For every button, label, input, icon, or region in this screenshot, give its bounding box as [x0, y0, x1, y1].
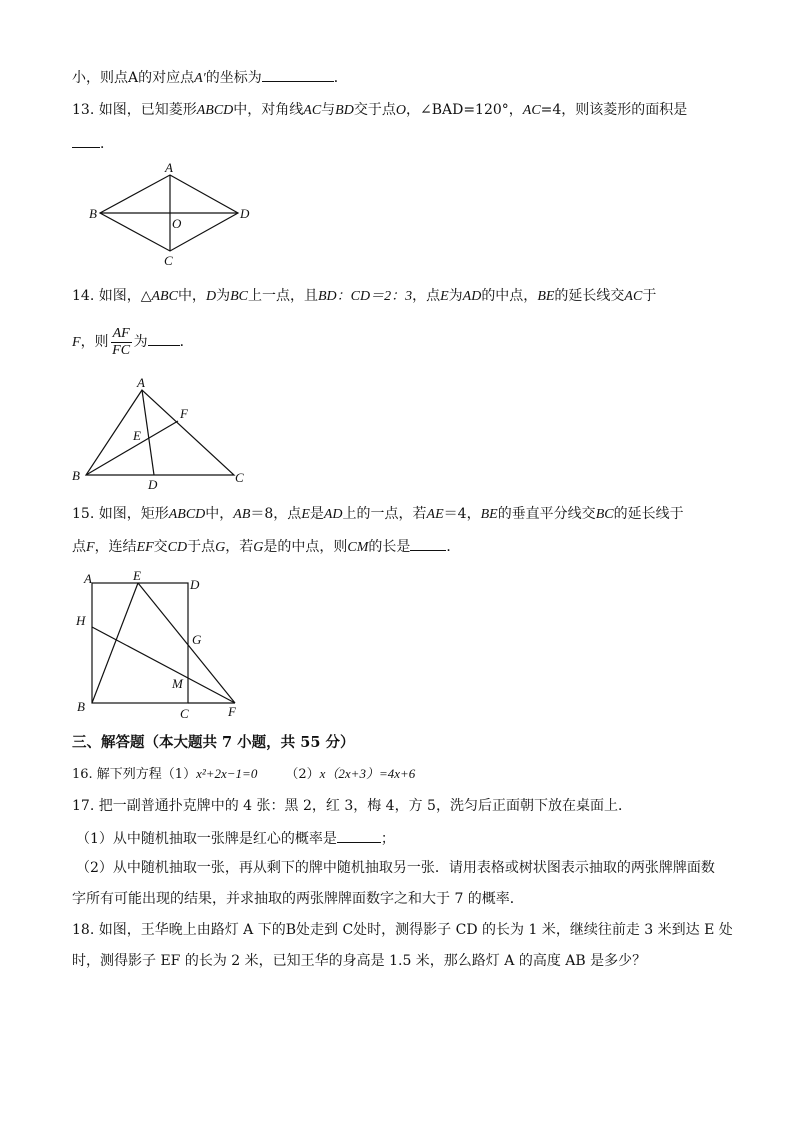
- label-c: C: [235, 470, 244, 485]
- q17-line1: 17. 把一副普通扑克牌中的 4 张：黑 2，红 3，梅 4，方 5，洗匀后正面朝下放在桌面上．: [72, 798, 632, 814]
- q14-line2: [72, 322, 194, 363]
- label-g: G: [192, 632, 202, 647]
- rhombus-outline: [100, 175, 238, 251]
- q15-e: E: [301, 507, 310, 522]
- q13-mid1: 中，对角线: [233, 102, 304, 118]
- q14-be: BE: [537, 289, 555, 304]
- q15-l2-mid5: 是的中点，则: [263, 539, 348, 555]
- q15-line1: [72, 505, 684, 524]
- q14-end: ．: [179, 334, 194, 350]
- q14-mid5: 为: [448, 288, 463, 304]
- q13-line1: [72, 101, 687, 120]
- q15-mid2: ＝8，点: [250, 506, 302, 522]
- q13-answer-blank[interactable]: [72, 133, 100, 148]
- q12-answer-blank[interactable]: [262, 67, 334, 82]
- segment-ad: [142, 390, 154, 475]
- q15-f: F: [86, 540, 95, 555]
- segment-bf: [86, 421, 178, 475]
- q15-mid1: 中，: [205, 506, 234, 522]
- q17-line4: 字所有可能出现的结果，并求抽取的两张牌牌面数字之和大于 7 的概率．: [72, 891, 524, 907]
- q14-e: E: [440, 289, 449, 304]
- q15-mid4: 上的一点，若: [342, 506, 427, 522]
- q13-angle: ，∠BAD=120°，: [405, 102, 523, 118]
- q18-line1: 18. 如图，王华晚上由路灯 A 下的B处走到 C处时，测得影子 CD 的长为 1 米，继续往前走 3 米到达 E 处: [72, 922, 733, 938]
- q14-mid6: 的中点，: [481, 288, 538, 304]
- q14-mid3: 上一点，且: [247, 288, 318, 304]
- label-f: F: [228, 704, 236, 719]
- q15-mid6: 的垂直平分线交: [497, 506, 596, 522]
- q16-part2: （2）: [285, 767, 320, 782]
- q14-f: F: [72, 335, 81, 350]
- q15-cd: CD: [167, 540, 188, 555]
- q17-line2: [76, 828, 395, 848]
- q15-cm: CM: [347, 540, 369, 555]
- q15-ae: AE: [426, 507, 444, 522]
- q15-answer-blank[interactable]: [410, 536, 446, 551]
- q17-answer-blank[interactable]: [337, 828, 381, 843]
- q14-mid1: 中，: [177, 288, 206, 304]
- q14-answer-blank[interactable]: [148, 331, 180, 346]
- label-b: B: [77, 699, 85, 714]
- q15-mid3: 是: [309, 506, 324, 522]
- q14-mid9: ，则: [80, 334, 109, 350]
- q16-eq2: x（2x+3）=4x+6: [319, 766, 416, 781]
- rectangle-abcd: [92, 583, 188, 703]
- q14-mid4: ，点: [412, 288, 441, 304]
- segment-be: [92, 583, 138, 703]
- q14-ac: AC: [624, 289, 643, 304]
- q13-ac: AC: [303, 103, 322, 118]
- q14-mid2: 为: [216, 288, 231, 304]
- q15-g2: G: [253, 540, 264, 555]
- label-f: F: [180, 406, 188, 421]
- q15-l2-mid6: 的长是: [368, 539, 411, 555]
- label-a: A: [165, 160, 173, 175]
- q14-mid7: 的延长线交: [554, 288, 625, 304]
- q14-mid10: 为: [133, 334, 148, 350]
- q15-end: ．: [446, 539, 461, 555]
- q15-l2-mid2: 交: [153, 539, 168, 555]
- label-d: D: [148, 477, 158, 492]
- q12-end: ．: [333, 70, 348, 86]
- q14-mid8: 于: [642, 288, 657, 304]
- label-e: E: [133, 568, 141, 583]
- q15-l2-lead: 点: [72, 539, 86, 555]
- q17-part1: （1）从中随机抽取一张牌是红心的概率是: [76, 831, 337, 847]
- label-b: B: [72, 468, 80, 483]
- fraction-numerator: AF: [112, 325, 130, 341]
- q15-l2-mid4: ，若: [225, 539, 254, 555]
- segment-ef: [138, 583, 235, 703]
- q15-ad: AD: [323, 507, 343, 522]
- segment-hf: [92, 627, 235, 703]
- q15-l2-mid3: 于点: [187, 539, 216, 555]
- q13-o: O: [395, 103, 406, 118]
- label-a: A: [137, 375, 145, 390]
- label-a: A: [84, 571, 92, 586]
- q15-mid5: ＝4，: [443, 506, 481, 522]
- q15-g: G: [215, 540, 226, 555]
- q13-ac2: AC: [522, 103, 541, 118]
- q17-line3: （2）从中随机抽取一张，再从剩下的牌中随机抽取另一张．请用表格或树状图表示抽取的两张牌牌面数: [76, 860, 715, 876]
- label-d: D: [190, 577, 200, 592]
- q13-end: ．: [100, 136, 114, 152]
- q15-l2-mid1: ，连结: [94, 539, 137, 555]
- q13-mid2: 交于点: [353, 102, 396, 118]
- label-h: H: [76, 613, 86, 628]
- label-m: M: [172, 676, 183, 691]
- q13-val: =4，则该菱形的面积是: [540, 102, 688, 118]
- q14-bc: BC: [230, 289, 248, 304]
- label-c: C: [180, 706, 189, 721]
- q12-tail: [72, 67, 348, 88]
- label-d: D: [240, 206, 250, 221]
- label-b: B: [89, 206, 97, 221]
- q14-ratio: BD：CD＝2：3: [317, 289, 413, 304]
- q14-d: D: [205, 289, 217, 304]
- q15-shape: ABCD: [168, 507, 206, 522]
- q18-line2: 时，测得影子 EF 的长为 2 米，已知王华的身高是 1.5 米，那么路灯 A 的高度 AB 是多少？: [72, 953, 647, 969]
- q13-lead: 13. 如图，已知菱形: [72, 102, 197, 118]
- fraction-denominator: FC: [112, 342, 131, 358]
- label-c: C: [164, 253, 173, 268]
- q15-lead: 15. 如图，矩形: [72, 506, 169, 522]
- q15-mid7: 的延长线于: [613, 506, 684, 522]
- q14-line1: [72, 287, 656, 306]
- q15-ab: AB: [233, 507, 251, 522]
- q16-lead: 16. 解下列方程（1）: [72, 767, 197, 782]
- q14-lead: 14. 如图，△: [72, 288, 152, 304]
- q12-point: A′: [194, 71, 206, 86]
- q13-and: 与: [321, 102, 336, 118]
- q13-shape: ABCD: [196, 103, 234, 118]
- q13-bd: BD: [335, 103, 354, 118]
- triangle-abc: [86, 390, 234, 475]
- q14-fraction: [111, 326, 132, 359]
- q13-line2: [72, 133, 114, 153]
- label-o: O: [172, 216, 182, 231]
- q17-part1-end: ；: [380, 831, 395, 847]
- q15-bc: BC: [595, 507, 614, 522]
- q15-ef: EF: [136, 540, 154, 555]
- q12-text-2: 的坐标为: [205, 70, 262, 86]
- q16-line: [72, 765, 415, 784]
- q14-tri: ABC: [151, 289, 178, 304]
- q12-text: 小，则点A的对应点: [72, 70, 195, 86]
- q16-eq1: x²+2x−1=0: [196, 766, 258, 781]
- q15-be: BE: [480, 507, 498, 522]
- label-e: E: [133, 428, 141, 443]
- section-3-heading: 三、解答题（本大题共 7 小题，共 55 分）: [72, 734, 355, 751]
- q15-line2: [72, 536, 460, 557]
- q14-ad: AD: [462, 289, 482, 304]
